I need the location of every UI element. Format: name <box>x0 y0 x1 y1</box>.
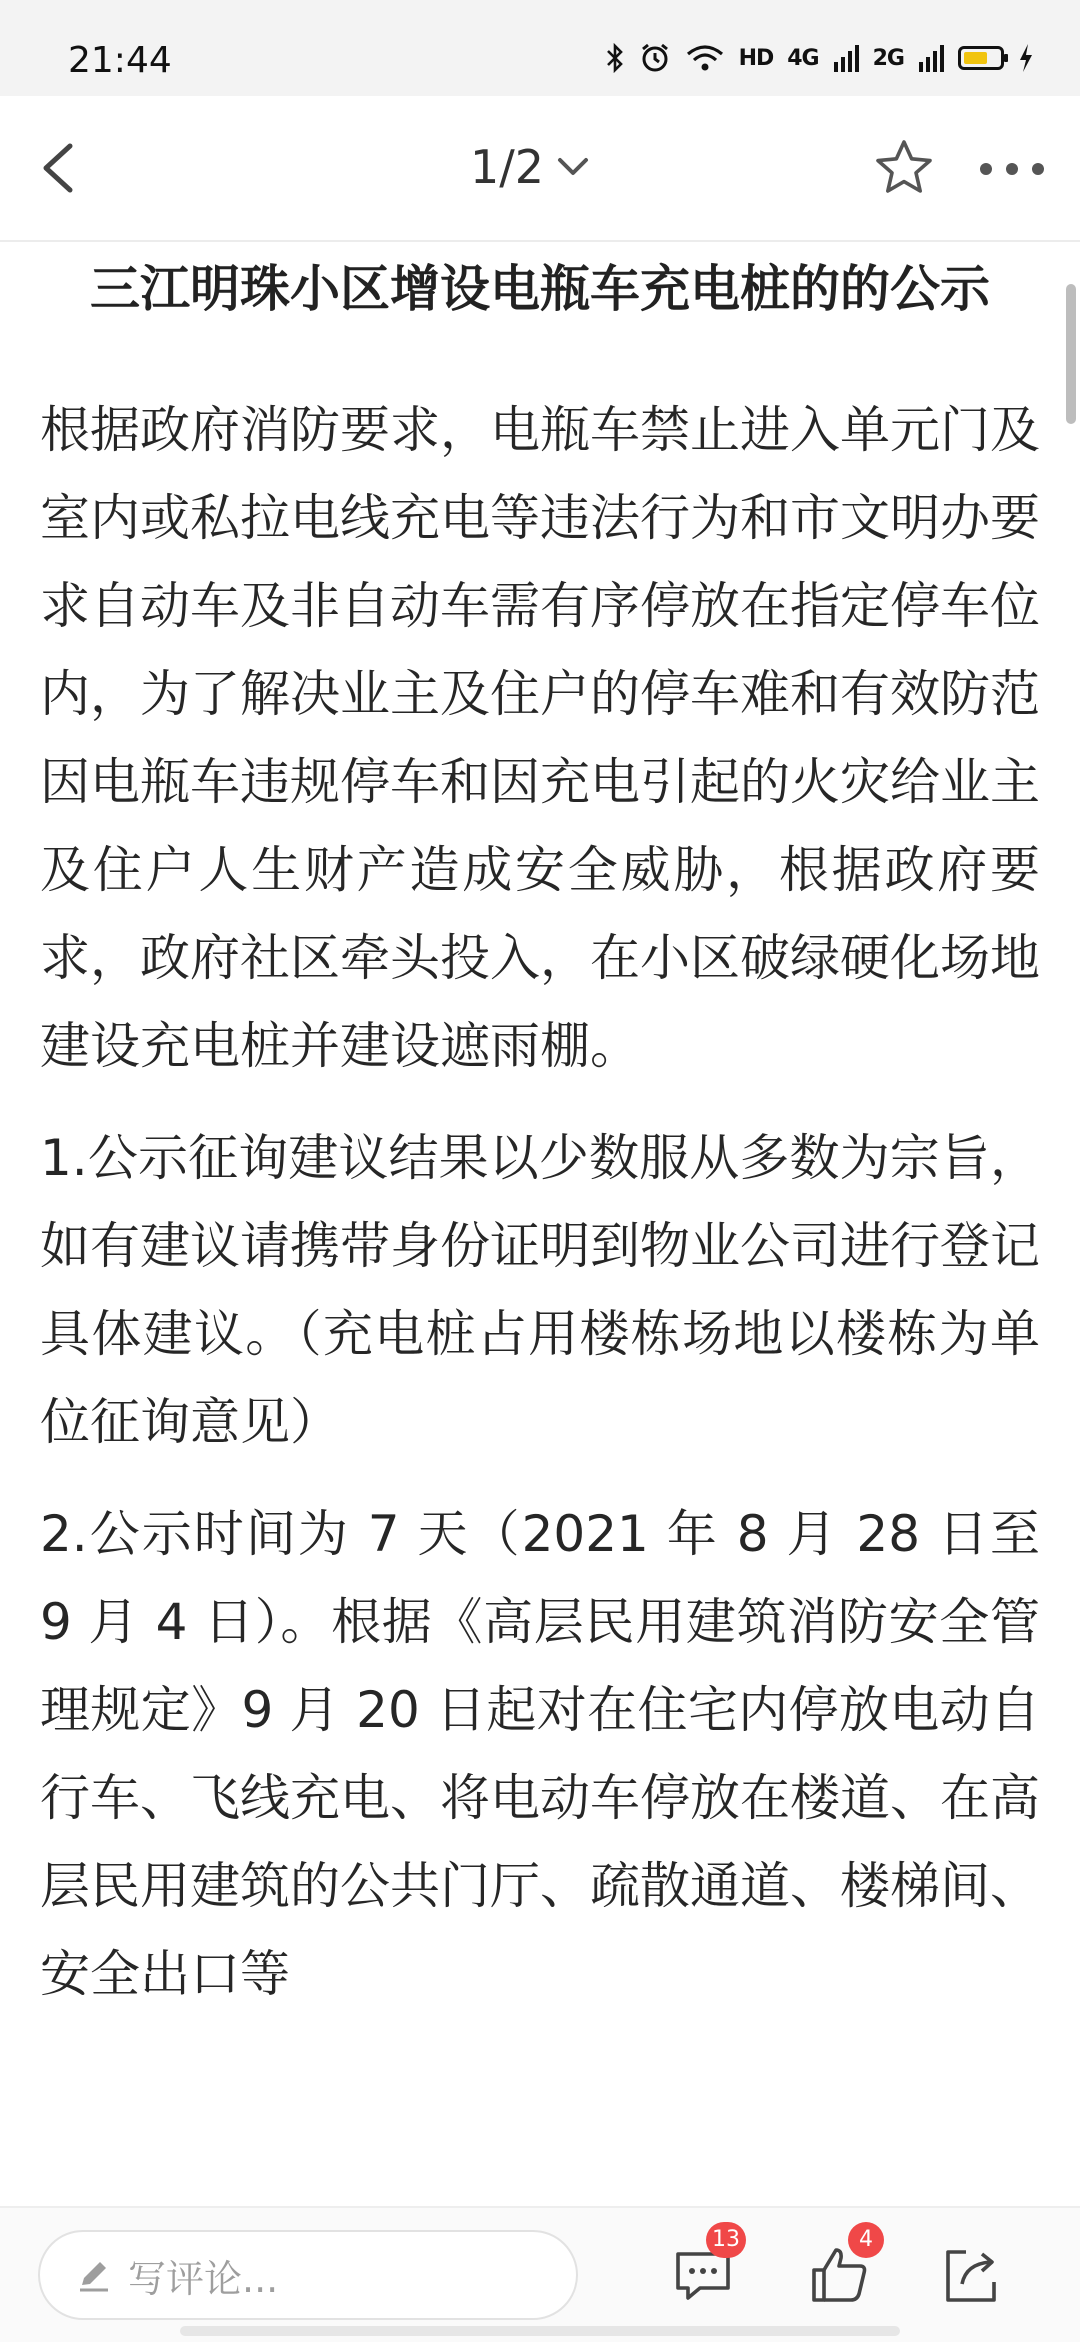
alarm-icon <box>639 42 671 74</box>
more-dots-icon[interactable] <box>976 156 1048 182</box>
status-icons <box>605 42 1034 74</box>
like-button[interactable] <box>808 2227 873 2306</box>
likes-count-badge: 4 <box>848 2222 884 2258</box>
article-paragraph: 1.公示征询建议结果以少数服从多数为宗旨，如有建议请携带身份证明到物业公司进行登记具体建议。（充电桩占用楼栋场地以楼栋为单位征询意见） <box>40 1129 1040 1451</box>
comments-button[interactable] <box>672 2227 740 2306</box>
article-title: 三江明珠小区增设电瓶车充电桩的的公示 <box>90 260 990 318</box>
charging-icon <box>1018 43 1034 73</box>
top-nav-bar <box>0 96 1080 242</box>
bluetooth-icon <box>605 43 625 73</box>
status-time: 21:44 <box>68 40 172 81</box>
network-2g-label: 2G <box>872 45 904 71</box>
signal-2-icon <box>918 44 944 72</box>
pencil-icon <box>74 2255 114 2295</box>
home-indicator[interactable] <box>180 2326 900 2336</box>
comments-count-badge: 13 <box>706 2222 746 2258</box>
status-bar <box>0 0 1080 96</box>
share-icon <box>940 2244 1002 2306</box>
network-hd-label: HD <box>738 45 774 71</box>
star-icon[interactable] <box>872 136 936 200</box>
comment-input[interactable] <box>38 2230 578 2320</box>
network-4g-label: 4G <box>787 45 819 71</box>
comment-placeholder: 写评论... <box>128 2256 279 2301</box>
article-paragraph: 根据政府消防要求，电瓶车禁止进入单元门及室内或私拉电线充电等违法行为和市文明办要求自动车及非自动车需有序停放在指定停车位内，为了解决业主及住户的停车难和有效防范因电瓶车违规停车和因充电引起的火灾给业主及住户人生财产造成安全威胁，根据政府要求，政府社区牵头投入，在小区破绿硬化场地建设充电桩并建设遮雨棚。 <box>40 401 1040 1075</box>
scrollbar[interactable] <box>1066 284 1076 424</box>
wifi-icon <box>685 43 725 73</box>
bottom-action-bar <box>0 2206 1080 2342</box>
signal-icon <box>833 44 859 72</box>
share-button[interactable] <box>940 2244 1002 2306</box>
chevron-down-icon <box>556 156 590 178</box>
page-indicator: 1/2 <box>470 140 545 194</box>
battery-icon <box>958 46 1004 70</box>
article-paragraph: 2.公示时间为 7 天（2021 年 8 月 28 日至 9 月 4 日）。根据《高层民用建筑消防安全管理规定》9 月 20 日起对在住宅内停放电动自行车、飞线充电、将电动车停放在楼道、在高层民用建筑的公共门厅、疏散通道、楼梯间、安全出口等 <box>40 1505 1040 2003</box>
back-chevron-icon[interactable] <box>30 136 90 200</box>
article-content <box>40 240 1040 2018</box>
page-selector[interactable] <box>470 140 590 194</box>
